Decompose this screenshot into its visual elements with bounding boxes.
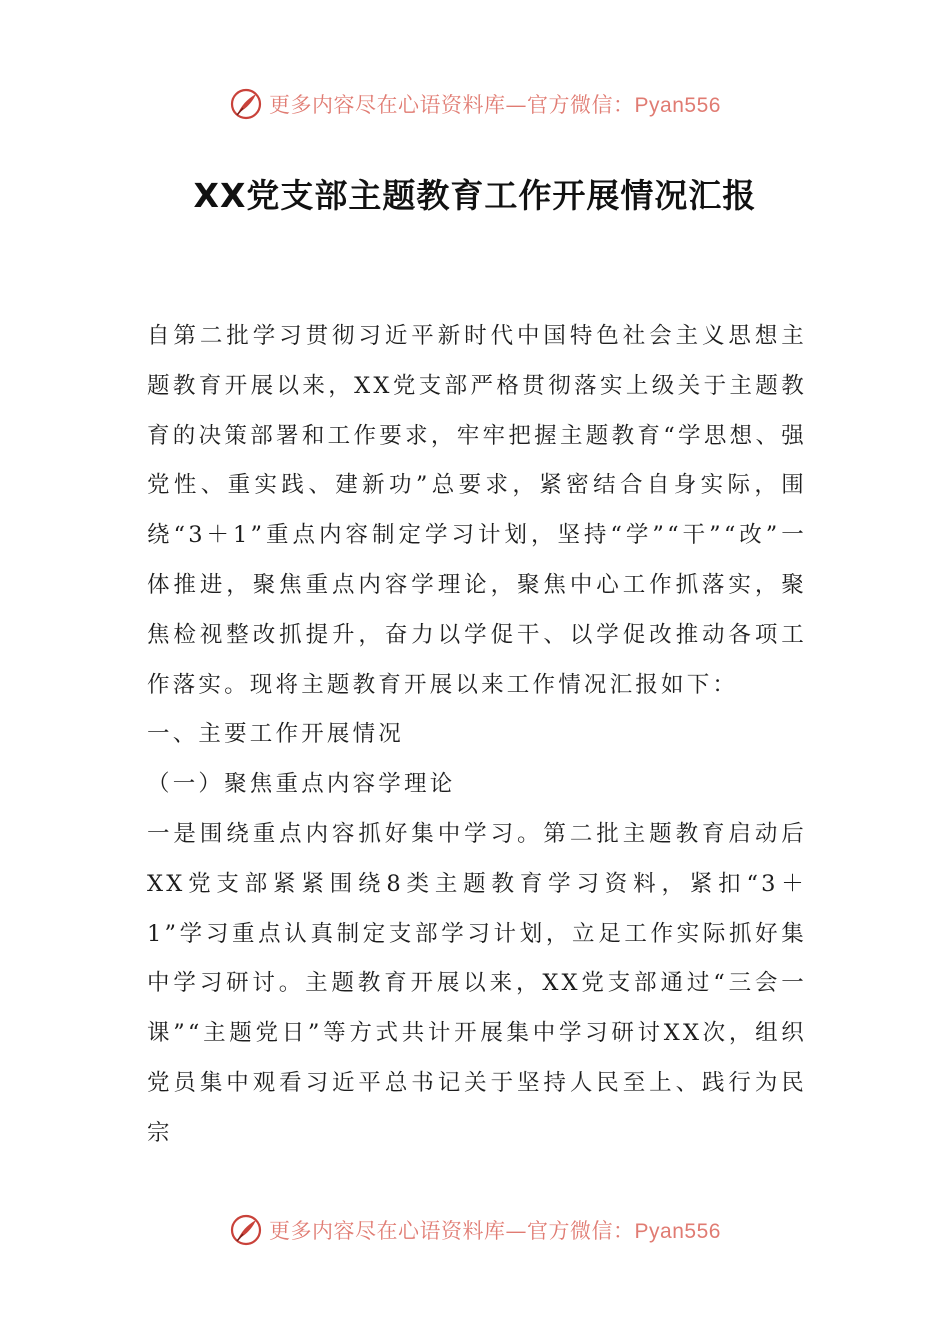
document-body xyxy=(147,312,807,1159)
quill-logo-icon xyxy=(229,87,263,121)
intro-paragraph: 自第二批学习贯彻习近平新时代中国特色社会主义思想主题教育开展以来，XX党支部严格贯彻落实上级关于主题教育的决策部署和工作要求，牢牢把握主题教育“学思想、强党性、重实践、建新功”总要求，紧密结合自身实际，围绕“3＋1”重点内容制定学习计划，坚持“学”“干”“改”一体推进，聚焦重点内容学理论，聚焦中心工作抓落实，聚焦检视整改抓提升，奋力以学促干、以学促改推动各项工作落实。现将主题教育开展以来工作情况汇报如下： xyxy=(147,323,807,698)
section-heading: 一、主要工作开展情况 xyxy=(147,721,405,748)
document-title: XX党支部主题教育工作开展情况汇报 xyxy=(193,176,757,215)
watermark-header xyxy=(0,84,950,124)
quill-logo-icon xyxy=(229,1213,263,1247)
watermark-text: 更多内容尽在心语资料库—官方微信：Pyan556 xyxy=(269,93,721,117)
watermark-text: 更多内容尽在心语资料库—官方微信：Pyan556 xyxy=(269,1219,721,1243)
watermark-footer xyxy=(0,1210,950,1250)
body-paragraph: 一是围绕重点内容抓好集中学习。第二批主题教育启动后XX党支部紧紧围绕8类主题教育学习资料，紧扣“3＋1”学习重点认真制定支部学习计划，立足工作实际抓好集中学习研讨。主题教育开展以来，XX党支部通过“三会一课”“主题党日”等方式共计开展集中学习研讨XX次，组织党员集中观看习近平总书记关于坚持人民至上、践行为民宗 xyxy=(147,820,807,1146)
subsection-heading: （一）聚焦重点内容学理论 xyxy=(147,771,456,798)
